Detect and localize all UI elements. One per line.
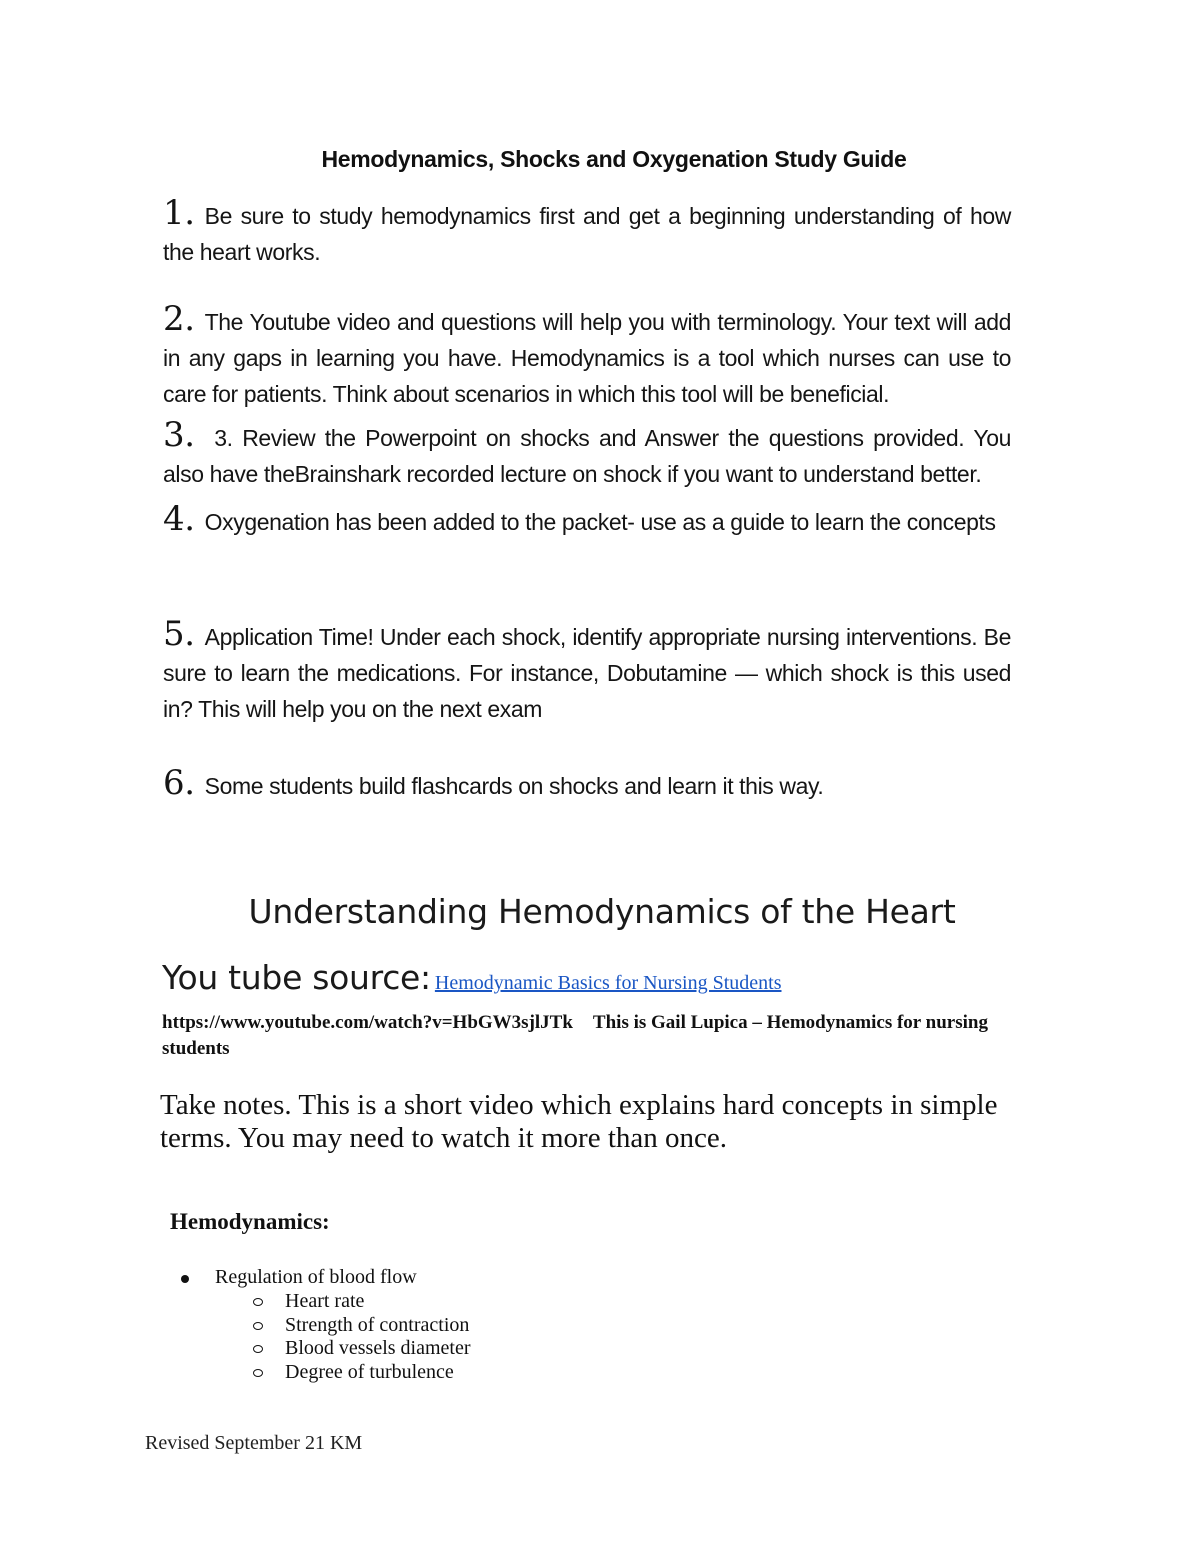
item-text: Be sure to study hemodynamics first and get a beginning understanding of how the heart works. (163, 203, 1011, 265)
item-text: Some students build flashcards on shocks and learn it this way. (204, 773, 824, 799)
study-guide-title: Hemodynamics, Shocks and Oxygenation Study Guide (321, 146, 907, 172)
section-title: Understanding Hemodynamics of the Heart (248, 892, 956, 931)
sub-bullet-item: Strength of contraction (285, 1314, 470, 1336)
circle-bullet-icon (253, 1298, 263, 1306)
source-line (162, 958, 782, 997)
item-number: 1. (163, 193, 195, 233)
youtube-source-link[interactable]: Hemodynamic Basics for Nursing Students (434, 972, 782, 994)
bullet-dot-icon (181, 1275, 189, 1283)
study-item-3 (163, 415, 1011, 492)
study-item-2 (163, 299, 1011, 412)
item-text: Oxygenation has been added to the packet- use as a guide to learn the concepts (204, 509, 996, 535)
notes-instruction: Take notes. This is a short video which explains hard concepts in simple terms. You may need to watch it more than once. (160, 1089, 998, 1154)
video-url: https://www.youtube.com/watch?v=HbGW3sjlJTk (162, 1012, 573, 1033)
sub-bullet-item: Degree of turbulence (285, 1361, 454, 1383)
hemodynamics-heading: Hemodynamics: (170, 1209, 330, 1234)
item-text: The Youtube video and questions will help you with terminology. Your text will add in any gaps in learning you have. Hemodynamics is a tool which nurses can use to care for patients. Think about scenarios in which this tool will be beneficial. (163, 309, 1011, 407)
bullet-item: Regulation of blood flow (215, 1266, 417, 1288)
item-number: 5. (163, 614, 195, 654)
study-item-5 (163, 614, 1011, 727)
study-item-6 (163, 763, 1011, 804)
circle-bullet-icon (253, 1322, 263, 1330)
circle-bullet-icon (253, 1369, 263, 1377)
item-number: 3. (163, 415, 195, 455)
source-label: You tube source: (162, 958, 431, 997)
circle-bullet-icon (253, 1345, 263, 1353)
item-number: 6. (163, 763, 195, 803)
sub-bullet-item: Heart rate (285, 1290, 365, 1312)
sub-bullet-item: Blood vessels diameter (285, 1337, 471, 1359)
item-text: 3. Review the Powerpoint on shocks and Answer the questions provided. You also have theBrainshark recorded lecture on shock if you want to understand better. (163, 425, 1011, 487)
video-url-note: This is Gail Lupica – Hemodynamics for nursing students (162, 1012, 988, 1059)
revision-footer: Revised September 21 KM (145, 1432, 363, 1454)
item-text: Application Time! Under each shock, identify appropriate nursing interventions. Be sure to learn the medications. For instance, Dobutamine — which shock is this used in? This will help you on the next exam (163, 624, 1011, 722)
study-item-1 (163, 193, 1011, 270)
item-number: 2. (163, 299, 195, 339)
study-item-4 (163, 499, 1011, 540)
item-number: 4. (163, 499, 195, 539)
video-url-line (162, 1010, 1042, 1062)
